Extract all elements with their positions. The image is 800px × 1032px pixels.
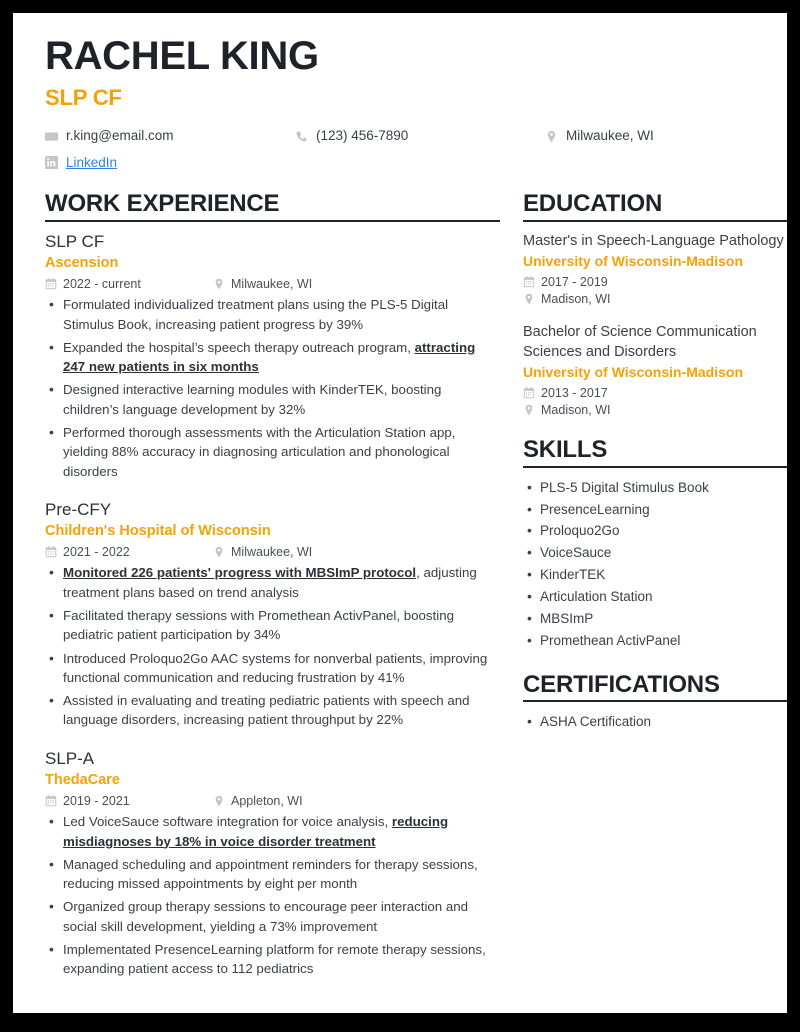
bullet-highlight: attracting 247 new patients in six months bbox=[63, 339, 476, 375]
bullet-item bbox=[45, 295, 500, 334]
section-divider bbox=[523, 220, 787, 222]
work-entry-role: SLP CF bbox=[45, 231, 105, 251]
section-work-experience bbox=[45, 191, 500, 978]
work-entry-location bbox=[213, 277, 312, 291]
bullet-text: Introduced Proloquo2Go AAC systems for nonverbal patients, improving functional communication and reducing frustration by 41% bbox=[63, 650, 488, 685]
work-entry-organization: ThedaCare bbox=[45, 771, 120, 788]
work-entry-location-text: Milwaukee, WI bbox=[231, 277, 313, 292]
contact-location-text: Milwaukee, WI bbox=[566, 128, 654, 144]
work-entry-dates bbox=[45, 277, 213, 291]
bullet-text: Formulated individualized treatment plans using the PLS-5 Digital Stimulus Book, increasing patient progress by 39% bbox=[63, 297, 449, 332]
work-entry-location bbox=[213, 545, 312, 559]
skill-item: • KinderTEK bbox=[523, 564, 787, 586]
work-entry-meta bbox=[45, 277, 500, 291]
education-dates bbox=[523, 275, 787, 289]
work-entry-meta bbox=[45, 794, 500, 808]
location-pin-icon bbox=[523, 293, 535, 305]
bullet-item bbox=[45, 940, 500, 979]
location-pin-icon bbox=[213, 546, 225, 558]
contact-linkedin-text[interactable]: LinkedIn bbox=[66, 154, 118, 170]
education-school: University of Wisconsin-Madison bbox=[523, 364, 744, 381]
bullet-text: Designed interactive learning modules with KinderTEK, boosting children’s language development by 32% bbox=[63, 382, 442, 417]
education-location bbox=[523, 403, 787, 417]
work-entry-role: SLP-A bbox=[45, 748, 95, 768]
education-location-text: Madison, WI bbox=[541, 291, 611, 306]
bullet-item bbox=[45, 606, 500, 645]
work-entry-bullets bbox=[45, 812, 500, 978]
work-entry-dates-text: 2022 - current bbox=[63, 277, 141, 292]
contact-linkedin[interactable] bbox=[45, 153, 295, 173]
section-divider bbox=[523, 466, 787, 468]
bullet-item bbox=[45, 338, 500, 377]
left-column bbox=[45, 191, 500, 978]
skill-item: • Articulation Station bbox=[523, 586, 787, 608]
section-education bbox=[523, 191, 787, 417]
section-title-education: EDUCATION bbox=[523, 189, 663, 217]
contact-info-grid bbox=[45, 126, 755, 173]
skill-item: • PresenceLearning bbox=[523, 499, 787, 521]
resume-header bbox=[13, 13, 787, 173]
work-entry-organization: Ascension bbox=[45, 254, 119, 271]
work-entry-organization: Children's Hospital of Wisconsin bbox=[45, 522, 271, 539]
bullet-text: Expanded the hospital’s speech therapy outreach program, bbox=[63, 339, 415, 355]
work-entry-dates bbox=[45, 545, 213, 559]
contact-location bbox=[545, 126, 755, 146]
education-degree: Bachelor of Science Communication Sciences and Disorders bbox=[523, 323, 757, 360]
work-entry-bullets bbox=[45, 563, 500, 729]
education-school: University of Wisconsin-Madison bbox=[523, 253, 744, 270]
bullet-item bbox=[45, 649, 500, 688]
work-entry-dates bbox=[45, 794, 213, 808]
location-pin-icon bbox=[523, 404, 535, 416]
bullet-item bbox=[45, 855, 500, 894]
section-title-work-experience: WORK EXPERIENCE bbox=[45, 189, 280, 217]
bullet-item bbox=[45, 691, 500, 730]
work-entry-bullets bbox=[45, 295, 500, 480]
work-entry-location bbox=[213, 794, 303, 808]
work-entry bbox=[45, 499, 500, 730]
education-location-text: Madison, WI bbox=[541, 402, 611, 417]
right-column bbox=[523, 191, 787, 733]
work-entry-location-text: Milwaukee, WI bbox=[231, 545, 313, 560]
calendar-icon bbox=[523, 276, 535, 288]
section-title-skills: SKILLS bbox=[523, 435, 608, 463]
calendar-icon bbox=[45, 278, 57, 290]
bullet-item bbox=[45, 380, 500, 419]
skill-item: • Promethean ActivPanel bbox=[523, 630, 787, 652]
contact-email-text: r.king@email.com bbox=[66, 128, 174, 144]
education-entry bbox=[523, 231, 787, 306]
education-location bbox=[523, 292, 787, 306]
resume-body bbox=[13, 173, 787, 978]
candidate-name: RACHEL KING bbox=[45, 34, 319, 78]
bullet-highlight: reducing misdiagnoses by 18% in voice disorder treatment bbox=[63, 814, 449, 849]
bullet-text: Assisted in evaluating and treating pediatric patients with speech and language disorders, increasing patient throughput by 22% bbox=[63, 693, 470, 728]
bullet-item bbox=[45, 423, 500, 481]
bullet-text-post: , adjusting treatment plans based on trend analysis bbox=[63, 565, 477, 600]
calendar-icon bbox=[45, 546, 57, 558]
work-entry-meta bbox=[45, 545, 500, 559]
education-dates bbox=[523, 386, 787, 400]
location-pin-icon bbox=[545, 130, 558, 143]
education-meta bbox=[523, 386, 787, 417]
bullet-text: Led VoiceSauce software integration for voice analysis, bbox=[63, 814, 392, 830]
section-certifications bbox=[523, 672, 787, 734]
skill-item: • MBSImP bbox=[523, 608, 787, 630]
work-entry bbox=[45, 748, 500, 979]
location-pin-icon bbox=[213, 278, 225, 290]
section-skills bbox=[523, 437, 787, 652]
work-entry-dates-text: 2019 - 2021 bbox=[63, 794, 130, 809]
education-degree: Master's in Speech-Language Pathology bbox=[523, 232, 784, 249]
work-entry-location-text: Appleton, WI bbox=[231, 794, 303, 809]
skill-item: • PLS-5 Digital Stimulus Book bbox=[523, 477, 787, 499]
bullet-item bbox=[45, 563, 500, 602]
bullet-highlight: Monitored 226 patients' progress with MBSImP protocol bbox=[63, 565, 417, 581]
work-entry-role: Pre-CFY bbox=[45, 499, 112, 519]
skill-item: • VoiceSauce bbox=[523, 542, 787, 564]
education-entry bbox=[523, 322, 787, 417]
location-pin-icon bbox=[213, 795, 225, 807]
work-entry bbox=[45, 231, 500, 481]
bullet-text: Managed scheduling and appointment reminders for therapy sessions, reducing missed appointments by eight per month bbox=[63, 856, 478, 892]
bullet-text: Organized group therapy sessions to encourage peer interaction and social skill development, yielding a 73% improvement bbox=[63, 899, 469, 934]
bullet-item bbox=[45, 812, 500, 851]
work-entry-dates-text: 2021 - 2022 bbox=[63, 545, 130, 560]
bullet-item bbox=[45, 897, 500, 936]
skills-list bbox=[523, 477, 787, 652]
contact-phone[interactable] bbox=[295, 126, 545, 146]
calendar-icon bbox=[523, 387, 535, 399]
envelope-icon bbox=[45, 130, 58, 143]
candidate-job-title: SLP CF bbox=[45, 85, 122, 111]
certification-item: • ASHA Certification bbox=[523, 711, 787, 733]
section-divider bbox=[523, 700, 787, 702]
bullet-text: Performed thorough assessments with the Articulation Station app, yielding 88% accuracy in diagnosing articulation and phonological disorders bbox=[63, 425, 456, 479]
section-title-certifications: CERTIFICATIONS bbox=[523, 670, 720, 698]
education-meta bbox=[523, 275, 787, 306]
contact-phone-text: (123) 456-7890 bbox=[316, 128, 409, 144]
education-dates-text: 2017 - 2019 bbox=[541, 274, 608, 289]
linkedin-icon bbox=[45, 156, 58, 169]
calendar-icon bbox=[45, 795, 57, 807]
resume-page bbox=[13, 13, 787, 1013]
skill-item: • Proloquo2Go bbox=[523, 520, 787, 542]
education-dates-text: 2013 - 2017 bbox=[541, 385, 608, 400]
contact-email[interactable] bbox=[45, 126, 295, 146]
section-divider bbox=[45, 220, 500, 222]
phone-icon bbox=[295, 130, 308, 143]
bullet-text: Facilitated therapy sessions with Promethean ActivPanel, boosting pediatric patient participation by 34% bbox=[63, 607, 454, 643]
certifications-list bbox=[523, 711, 787, 733]
bullet-text: Implementated PresenceLearning platform for remote therapy sessions, expanding patient access to 112 pediatrics bbox=[63, 941, 486, 977]
